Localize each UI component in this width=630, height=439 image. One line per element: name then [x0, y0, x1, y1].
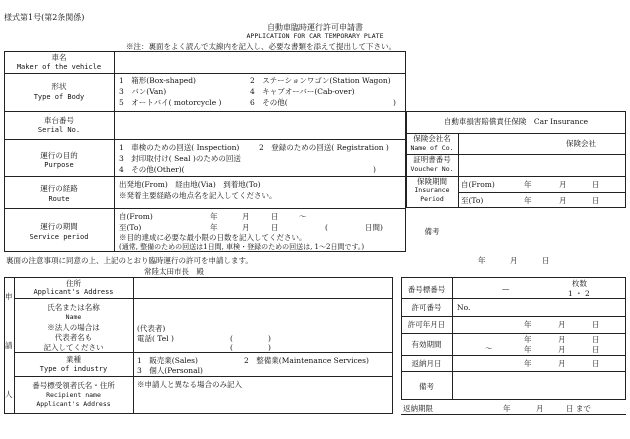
applicant-tel-label: 電話( Tel ) — [137, 334, 174, 343]
valid-to-year[interactable]: 年 — [524, 345, 532, 354]
applicant-representative[interactable]: (代表者) — [137, 324, 166, 333]
purpose-option-2[interactable]: 2 登録のための回送( Registration ) — [259, 143, 389, 152]
insurance-remarks-label: 備考 — [424, 227, 440, 236]
period-note-1: ※目的達成に必要な最小限の日数を記入してください。 — [119, 233, 307, 242]
plate-number-dash[interactable]: — — [502, 284, 510, 293]
insurance-from-year[interactable]: 年 — [524, 180, 532, 189]
recipient-label-en-2: Applicant's Address — [36, 400, 111, 408]
form-title: 自動車臨時運行許可申請書 — [267, 23, 363, 32]
form-title-en: APPLICATION FOR CAR TEMPORARY PLATE — [246, 32, 384, 40]
applicant-corp-note-3: 記入してください — [43, 343, 104, 352]
insurance-to-month[interactable]: 月 — [559, 196, 567, 205]
period-from: 自(From) — [119, 212, 153, 221]
maker-label: 車名 — [51, 53, 67, 62]
valid-from-day[interactable]: 日 — [592, 335, 600, 344]
permit-date-year[interactable]: 年 — [524, 320, 532, 329]
applicant-tel-open-2: ( — [230, 343, 233, 352]
body-option-6[interactable]: 6 その他( — [250, 98, 288, 107]
voucher-label: 証明書番号 — [413, 155, 451, 164]
insurance-company-suffix[interactable]: 保険会社 — [566, 139, 596, 148]
route-label: 運行の経路 — [40, 184, 78, 193]
applicant-tel-field[interactable] — [236, 333, 266, 352]
body-option-3[interactable]: 3 バン(Van) — [119, 87, 167, 96]
period-tilde: 〜 — [299, 212, 307, 221]
valid-from-month[interactable]: 月 — [558, 335, 566, 344]
return-deadline-month[interactable]: 月 — [536, 404, 544, 413]
declaration-month[interactable]: 月 — [510, 256, 518, 265]
period-to-year[interactable]: 年 — [210, 223, 218, 232]
insurance-to-year[interactable]: 年 — [524, 196, 532, 205]
insurance-period-label-en1: Insurance — [414, 186, 450, 194]
office-remarks-label: 備考 — [419, 382, 434, 391]
applicant-corp-note-1: ※法人の場合は — [47, 323, 100, 332]
due-date-day[interactable]: 日 — [592, 359, 600, 368]
declaration: 裏面の注意事項に同意の上、上記のとおり臨時運行の許可を申請します。 — [6, 256, 253, 265]
office-remarks-field[interactable] — [454, 373, 624, 398]
applicant-tel-close-1: ) — [268, 334, 271, 343]
body-option-1[interactable]: 1 箱形(Box-shaped) — [119, 76, 196, 85]
instruction-note: ※注：裏面をよく読んで太線内を記入し、必要な書類を添えて提出して下さい。 — [126, 42, 396, 51]
body-type-label: 形状 — [51, 82, 67, 91]
plate-number-label: 番号標番号 — [407, 285, 446, 294]
permit-date-label: 許可年月日 — [407, 320, 446, 329]
period-to-day[interactable]: 日 — [271, 223, 279, 232]
serial-field[interactable] — [116, 113, 404, 137]
due-date-month[interactable]: 月 — [558, 359, 566, 368]
purpose-option-1[interactable]: 1 車検のための回送( Inspection) — [119, 143, 240, 152]
period-label-en: Service period — [29, 233, 89, 241]
applicant-name-label: 氏名または名称 — [47, 303, 100, 312]
permit-date-day[interactable]: 日 — [592, 320, 600, 329]
industry-label: 業種 — [66, 355, 81, 364]
due-date-label: 返納月日 — [411, 359, 442, 368]
purpose-option-4[interactable]: 4 その他(Other)( — [119, 165, 185, 174]
valid-from-year[interactable]: 年 — [524, 335, 532, 344]
applicant-tel-close-2: ) — [268, 343, 271, 352]
applicant-address-label-en: Applicant's Address — [33, 288, 114, 296]
return-deadline-year[interactable]: 年 — [503, 404, 511, 413]
purpose-option-3[interactable]: 3 封印取付け( Seal )のための回送 — [119, 154, 241, 163]
body-option-2[interactable]: 2 ステーションワゴン(Station Wagon) — [250, 76, 391, 85]
purpose-label: 運行の目的 — [40, 151, 78, 160]
valid-to-month[interactable]: 月 — [558, 345, 566, 354]
insurance-remarks-field[interactable] — [460, 212, 624, 250]
permit-number-prefix[interactable]: No. — [457, 303, 471, 312]
declaration-year[interactable]: 年 — [478, 256, 486, 265]
insurance-company-label-en: Name of Co. — [410, 144, 454, 152]
insurance-period-label: 保険期間 — [417, 177, 447, 186]
body-option-5[interactable]: 5 オートバイ( motorcycle ) — [119, 98, 222, 107]
route-note: ※発着主要経路の地点名を記入してください。 — [119, 191, 277, 200]
voucher-field[interactable] — [460, 156, 624, 174]
body-type-label-en: Type of Body — [33, 93, 85, 101]
insurance-period-label-en2: Period — [420, 195, 444, 203]
permit-number-label: 許可番号 — [411, 303, 442, 312]
return-deadline-day[interactable]: 日 まで — [566, 404, 591, 413]
return-deadline-underline — [401, 414, 626, 415]
declaration-day[interactable]: 日 — [542, 256, 550, 265]
period-days-open: ( — [325, 223, 328, 232]
applicant-side-char-3: 人 — [5, 390, 13, 399]
applicant-address-field[interactable] — [135, 279, 391, 296]
purpose-option-4-close: ) — [373, 165, 376, 174]
plate-count-label: 枚数 — [572, 279, 587, 288]
serial-label: 車台番号 — [44, 116, 74, 125]
return-deadline-label: 返納期限 — [403, 404, 433, 413]
form-id: 様式第1号(第2条関係) — [4, 13, 85, 22]
serial-label-en: Serial No. — [37, 126, 81, 134]
plate-count-value[interactable]: 1 ・ 2 — [568, 289, 590, 298]
industry-option-2[interactable]: 2 整備業(Maintenance Services) — [244, 356, 369, 365]
period-from-day[interactable]: 日 — [271, 212, 279, 221]
recipient-label-en-1: Recipient name — [46, 391, 101, 399]
period-label: 運行の期間 — [40, 222, 78, 231]
applicant-side-char-2: 請 — [5, 341, 13, 350]
period-note-2: (通常, 整備のための回送は1日間, 車検・登録のための回送は, 1〜2日間です。) — [119, 243, 365, 251]
insurance-company-label: 保険会社名 — [413, 134, 451, 143]
valid-to-day[interactable]: 日 — [592, 345, 600, 354]
applicant-side-char-1: 申 — [5, 292, 13, 301]
insurance-to-day[interactable]: 日 — [592, 196, 600, 205]
period-days[interactable]: 日間) — [365, 223, 383, 232]
due-date-year[interactable]: 年 — [524, 359, 532, 368]
insurance-from: 自(From) — [461, 180, 495, 189]
applicant-corp-note-2: 代表者名も — [54, 333, 93, 342]
period-to: 至(To) — [119, 223, 142, 232]
recipient-note: ※申請人と異なる場合のみ記入 — [137, 380, 242, 389]
route-points[interactable]: 出発地(From) 経由地(Via) 到着地(To) — [119, 180, 261, 189]
insurance-from-month[interactable]: 月 — [559, 180, 567, 189]
applicant-name-label-en: Name — [65, 313, 82, 321]
applicant-tel-open-1: ( — [230, 334, 233, 343]
applicant-address-label: 住所 — [66, 279, 81, 288]
industry-option-3[interactable]: 3 個人(Personal) — [137, 366, 203, 375]
period-from-month[interactable]: 月 — [242, 212, 250, 221]
voucher-label-en: Voucher No. — [410, 165, 454, 173]
maker-label-en: Maker of the vehicle — [16, 63, 102, 71]
body-option-6-close: ) — [393, 98, 396, 107]
recipient-field[interactable] — [135, 390, 391, 412]
body-option-4[interactable]: 4 キャブオーバー(Cab-over) — [250, 87, 355, 96]
period-from-year[interactable]: 年 — [210, 212, 218, 221]
valid-period-tilde: 〜 — [485, 344, 493, 353]
route-label-en: Route — [48, 195, 70, 203]
industry-label-en: Type of industry — [39, 365, 108, 373]
valid-period-label: 有効期間 — [411, 340, 442, 349]
insurance-to: 至(To) — [461, 196, 484, 205]
insurance-from-day[interactable]: 日 — [592, 180, 600, 189]
insurance-title: 自動車損害賠償責任保険 Car Insurance — [443, 117, 589, 126]
purpose-label-en: Purpose — [44, 161, 74, 169]
maker-field[interactable] — [116, 53, 404, 71]
permit-date-month[interactable]: 月 — [558, 320, 566, 329]
period-to-month[interactable]: 月 — [242, 223, 250, 232]
addressee: 常陸太田市長 殿 — [144, 267, 204, 276]
industry-option-1[interactable]: 1 販売業(Sales) — [137, 356, 198, 365]
recipient-label: 番号標受領者氏名・住所 — [32, 381, 115, 390]
